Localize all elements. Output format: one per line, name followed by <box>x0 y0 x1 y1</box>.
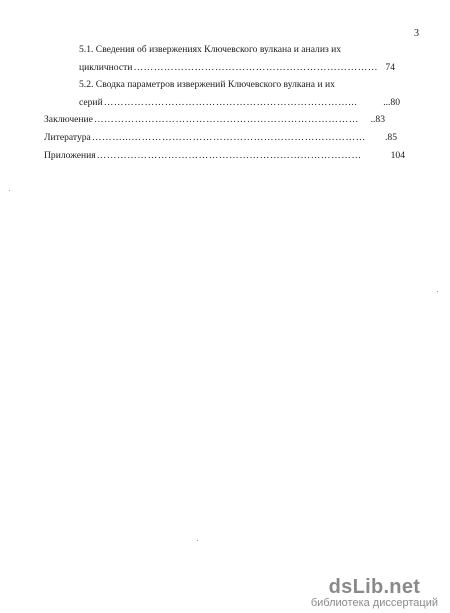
toc-entry-5-1-title: 5.1. Сведения об извержениях Ключевского вулкана и анализ их <box>79 44 342 55</box>
toc-entry-5-2-title: 5.2. Сводка параметров извержений Ключевского вулкана и их <box>79 79 335 90</box>
dot-leader: …………………………………………………………………… <box>96 150 362 161</box>
scan-speck <box>197 540 198 541</box>
scan-speck <box>9 190 10 191</box>
dot-leader: …………………………………………………………………… <box>93 114 359 125</box>
toc-entry-literature <box>44 132 397 144</box>
watermark-tagline: библиотека диссертаций <box>310 597 438 609</box>
scan-speck <box>437 291 438 292</box>
toc-entry-5-2 <box>79 97 400 109</box>
toc-entry-label: серий <box>79 97 103 108</box>
toc-entry-appendices <box>44 150 405 162</box>
toc-entry-label: цикличности <box>79 62 133 73</box>
toc-page-number: .85 <box>385 132 397 143</box>
toc-page-number: ...80 <box>383 97 400 108</box>
dot-leader: ………...…………………………………………………………… <box>91 132 366 143</box>
watermark <box>311 577 438 610</box>
dot-leader: ……………………………………………………………… <box>133 62 379 73</box>
toc-entry-5-1 <box>79 62 395 74</box>
dot-leader: ………………………………………………………………... <box>103 97 358 108</box>
toc-page-number: 104 <box>390 150 405 161</box>
watermark-logo: dsLib.net <box>328 576 421 598</box>
toc-entry-label: Заключение <box>44 114 93 125</box>
toc-page-number: ..83 <box>370 114 385 125</box>
toc-entry-label: Приложения <box>44 150 96 161</box>
toc-entry-label: Литература <box>44 132 91 143</box>
toc-page-number: 74 <box>385 62 395 73</box>
toc-entry-conclusion <box>44 114 385 126</box>
page-number: 3 <box>414 28 419 39</box>
